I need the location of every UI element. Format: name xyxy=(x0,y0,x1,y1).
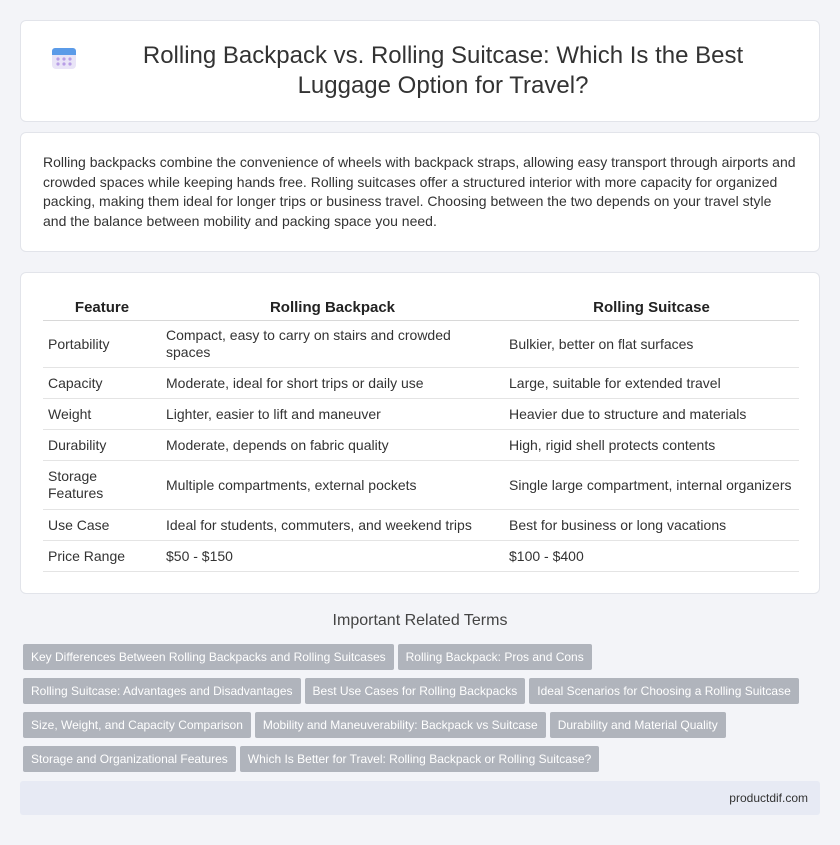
backpack-cell: Moderate, ideal for short trips or daily use xyxy=(161,368,504,399)
header-rolling-suitcase: Rolling Suitcase xyxy=(504,295,799,321)
footer-site-link[interactable]: productdif.com xyxy=(729,791,808,805)
backpack-cell: $50 - $150 xyxy=(161,541,504,572)
feature-cell: Storage Features xyxy=(43,461,161,510)
related-tag[interactable]: Mobility and Maneuverability: Backpack vs Suitcase xyxy=(255,712,546,738)
related-terms-section xyxy=(0,612,840,780)
backpack-cell: Lighter, easier to lift and maneuver xyxy=(161,399,504,430)
table-row xyxy=(43,510,799,541)
feature-cell: Capacity xyxy=(43,368,161,399)
related-tags xyxy=(0,644,820,780)
table-header-row xyxy=(43,295,799,321)
table-row xyxy=(43,321,799,368)
suitcase-cell: High, rigid shell protects contents xyxy=(504,430,799,461)
related-terms-title: Important Related Terms xyxy=(332,612,508,629)
intro-text: Rolling backpacks combine the convenience of wheels with backpack straps, allowing easy transport through airports and crowded spaces while keeping hands free. Rolling suitcases offer a structured interior with more capacity for organized packing, making them ideal for longer trips or business travel. Choosing between the two depends on your travel style and the balance between mobility and packing space you need. xyxy=(43,154,796,229)
related-tag[interactable]: Durability and Material Quality xyxy=(550,712,726,738)
feature-cell: Use Case xyxy=(43,510,161,541)
related-tag[interactable]: Which Is Better for Travel: Rolling Backpack or Rolling Suitcase? xyxy=(240,746,599,772)
calendar-icon xyxy=(51,45,77,71)
backpack-cell: Multiple compartments, external pockets xyxy=(161,461,504,510)
table-row xyxy=(43,541,799,572)
suitcase-cell: Single large compartment, internal organizers xyxy=(504,461,799,510)
related-tag[interactable]: Ideal Scenarios for Choosing a Rolling Suitcase xyxy=(529,678,798,704)
backpack-cell: Ideal for students, commuters, and weekend trips xyxy=(161,510,504,541)
suitcase-cell: Heavier due to structure and materials xyxy=(504,399,799,430)
table-row xyxy=(43,430,799,461)
backpack-cell: Compact, easy to carry on stairs and crowded spaces xyxy=(161,321,504,368)
related-tag[interactable]: Rolling Backpack: Pros and Cons xyxy=(398,644,592,670)
comparison-table xyxy=(43,295,799,572)
suitcase-cell: $100 - $400 xyxy=(504,541,799,572)
suitcase-cell: Best for business or long vacations xyxy=(504,510,799,541)
related-tag[interactable]: Storage and Organizational Features xyxy=(23,746,236,772)
suitcase-cell: Large, suitable for extended travel xyxy=(504,368,799,399)
related-tag[interactable]: Rolling Suitcase: Advantages and Disadvantages xyxy=(23,678,301,704)
table-row xyxy=(43,399,799,430)
related-tag[interactable]: Size, Weight, and Capacity Comparison xyxy=(23,712,251,738)
footer xyxy=(20,781,820,815)
header-card xyxy=(20,20,820,122)
table-row xyxy=(43,461,799,510)
page-title: Rolling Backpack vs. Rolling Suitcase: Which Is the Best Luggage Option for Travel? xyxy=(142,42,744,99)
suitcase-cell: Bulkier, better on flat surfaces xyxy=(504,321,799,368)
feature-cell: Portability xyxy=(43,321,161,368)
feature-cell: Weight xyxy=(43,399,161,430)
header-feature: Feature xyxy=(43,295,161,321)
related-tag[interactable]: Best Use Cases for Rolling Backpacks xyxy=(305,678,526,704)
backpack-cell: Moderate, depends on fabric quality xyxy=(161,430,504,461)
header-rolling-backpack: Rolling Backpack xyxy=(161,295,504,321)
title-wrap xyxy=(51,41,789,101)
comparison-card xyxy=(20,272,820,594)
related-tag[interactable]: Key Differences Between Rolling Backpacks and Rolling Suitcases xyxy=(23,644,394,670)
intro-card xyxy=(20,132,820,252)
table-row xyxy=(43,368,799,399)
feature-cell: Durability xyxy=(43,430,161,461)
feature-cell: Price Range xyxy=(43,541,161,572)
